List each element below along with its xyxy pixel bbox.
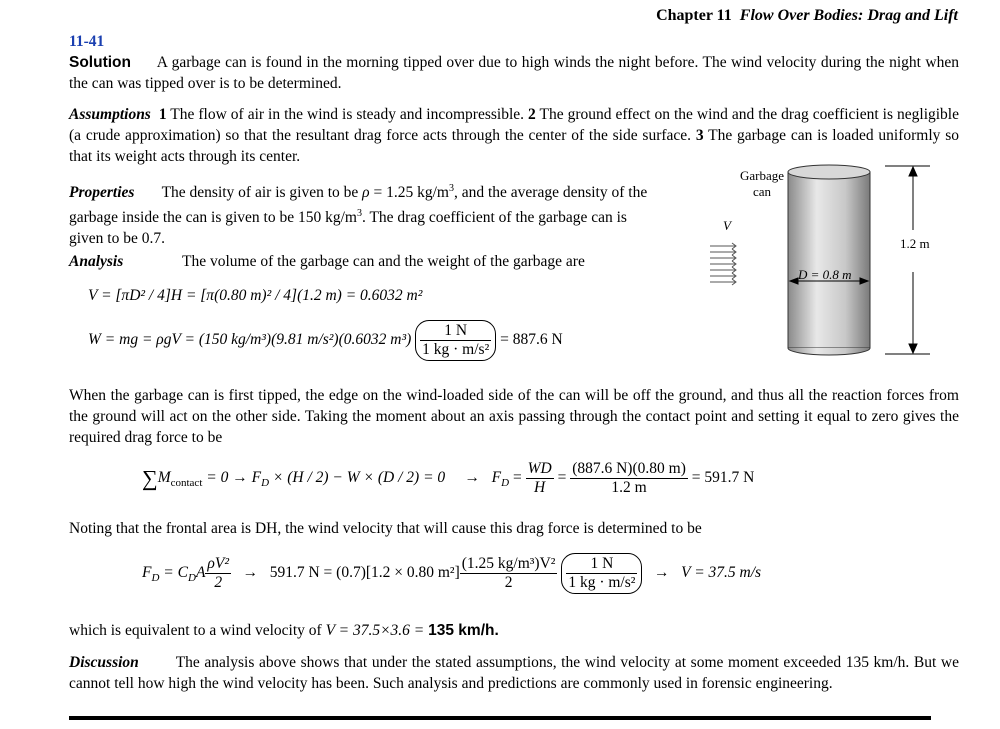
assumption-text: The ground effect on the wind and the drag coefficient is negligible (a crude approximation) so that the resultant drag force acts through the center of the side surface.: [69, 106, 959, 144]
analysis-paragraph: [69, 251, 669, 272]
unit-conversion-paren: [561, 553, 642, 594]
fraction-denominator: 1 kg · m/s²: [568, 574, 636, 591]
assumption-number: 3: [695, 127, 704, 144]
properties-text: The density of air is given to be: [161, 184, 363, 202]
problem-number: 11-41: [69, 33, 105, 50]
wind-arrows: [710, 243, 736, 285]
height-dimension: [885, 166, 930, 354]
moment-subscript: contact: [170, 477, 203, 490]
analysis-text: The volume of the garbage can and the weight of the garbage are: [182, 253, 585, 270]
velocity-eq-text: = C: [159, 564, 188, 582]
subscript-d: D: [501, 477, 510, 490]
unit-fraction: [420, 322, 491, 359]
assumption-text: The flow of air in the wind is steady and incompressible.: [166, 106, 529, 123]
chapter-number: Chapter 11: [656, 7, 732, 24]
properties-paragraph: Properties The density of air is given to be ρ = 1.25 $kg/m^3$, and the average density of the garbage inside the can is given to be 150 $kg/m^3$. The drag coefficient of the garbage can is given to be 0.7.: [69, 183, 648, 248]
fraction-wd-over-h: [526, 460, 554, 497]
assumption-text: The garbage can is loaded uniformly so that its weight acts through its center.: [69, 127, 959, 165]
moment-equation: [142, 460, 754, 497]
height-label: 1.2 m: [900, 236, 930, 251]
moment-text: × (H / 2) − W × (D / 2) = 0: [269, 469, 446, 487]
garbage-can-label: [740, 168, 784, 200]
velocity-equation: [142, 553, 761, 594]
fraction-numerator: (1.25 kg/m³)V²: [461, 555, 556, 572]
velocity-eq-substitution: 591.7 N = (0.7)[1.2 × 0.80 m²]: [269, 564, 460, 582]
properties-text: = 1.25 kg/m: [369, 184, 449, 202]
properties-text: . The drag coefficient of the garbage can is given to be 0.7.: [69, 209, 627, 248]
unit-fraction: [566, 555, 637, 592]
wind-velocity-label: V: [723, 218, 731, 233]
tip-paragraph: When the garbage can is first tipped, the edge on the wind-loaded side of the can will be off the ground, and thus all the reaction forces from the ground will act on the other side. Taking the moment about an axis passing through the contact point and setting it equal to zero gives the required drag force to be: [69, 387, 959, 446]
solution-paragraph: [69, 52, 959, 94]
discussion-text: The analysis above shows that under the stated assumptions, the wind velocity at some moment exceeded 135 km/h. But we cannot tell how high the wind velocity has been. Such analysis and predictions are commonly used in forensic engineering.: [69, 654, 959, 692]
assumption-number: 2: [528, 106, 536, 123]
fraction-denominator: 2: [214, 574, 223, 591]
label-can: can: [752, 184, 772, 199]
assumptions-paragraph: [69, 104, 959, 167]
properties-label: Properties: [69, 184, 135, 202]
chapter-title: Flow Over Bodies: Drag and Lift: [739, 7, 958, 24]
arrow-symbol: →: [654, 564, 670, 582]
fraction-pressure-numeric: [460, 555, 558, 592]
fraction-denominator: 2: [504, 574, 513, 591]
drag-force-result: = 591.7 N: [687, 469, 755, 487]
fraction-numerator: ρV²: [207, 555, 229, 572]
subscript-d: D: [261, 477, 270, 490]
velocity-result: V = 37.5 m/s: [681, 564, 762, 582]
fraction-numeric: [570, 460, 688, 497]
final-answer: 135 km/h.: [428, 622, 499, 639]
garbage-can-figure: [690, 160, 980, 360]
solution-label: Solution: [69, 54, 131, 71]
chapter-header: [656, 7, 958, 25]
solution-text: A garbage can is found in the morning tipped over due to high winds the night before. The wind velocity during the night when the can was tipped over is to be determined.: [69, 54, 959, 92]
garbage-can-diagram: [690, 160, 980, 360]
bottom-rule: [69, 716, 931, 720]
assumption-number: 1: [158, 106, 167, 123]
properties-text: , and the average density of the garbage inside the can is given to be 150 kg/m: [69, 184, 648, 227]
volume-equation: V = [πD² / 4]H = [π(0.80 m)² / 4](1.2 m) = 0.6032 m²: [88, 287, 423, 304]
weight-equation-left: W = mg = ρgV = (150 kg/m³)(9.81 m/s²)(0.6032 m³): [88, 331, 412, 349]
arrow-symbol: →: [464, 469, 481, 487]
fraction-denominator: H: [534, 479, 546, 496]
area-symbol: A: [195, 564, 206, 582]
weight-equation: [88, 320, 563, 361]
arrow-symbol: →: [242, 564, 259, 582]
fraction-numerator: WD: [527, 460, 552, 477]
weight-result: = 887.6 N: [500, 331, 563, 349]
subscript-d: D: [151, 572, 160, 585]
fraction-numerator: 1 N: [420, 322, 491, 341]
equals-sign: =: [553, 469, 571, 487]
moment-text: = 0 → F: [202, 469, 262, 487]
fraction-numerator: (887.6 N)(0.80 m): [572, 460, 686, 477]
fraction-denominator: 1.2 m: [611, 479, 647, 496]
drag-force-symbol: F: [491, 469, 502, 487]
fraction-denominator: 1 kg · m/s²: [422, 341, 490, 358]
discussion-paragraph: [69, 652, 959, 694]
sigma-symbol: ∑: [142, 465, 158, 491]
equivalent-expression: V = 37.5×3.6 =: [325, 622, 429, 639]
moment-symbol: M: [157, 469, 171, 487]
cylinder-shape: [788, 165, 870, 355]
discussion-label: Discussion: [69, 654, 139, 671]
subscript-d: D: [187, 572, 196, 585]
equivalent-paragraph: [69, 620, 959, 641]
label-garbage: Garbage: [740, 168, 785, 183]
equivalent-text: which is equivalent to a wind velocity of: [69, 622, 326, 639]
diameter-label: D = 0.8 m: [798, 267, 852, 282]
drag-force-symbol: F: [142, 564, 152, 582]
equals-sign: =: [509, 469, 526, 487]
rho-symbol: ρ: [362, 184, 370, 202]
frontal-area-paragraph: Noting that the frontal area is DH, the wind velocity that will cause this drag force is determined to be: [69, 520, 702, 537]
analysis-label: Analysis: [69, 253, 124, 270]
unit-conversion-paren: [415, 320, 496, 361]
fraction-dynamic-pressure: [205, 555, 231, 592]
assumptions-label: Assumptions: [69, 106, 151, 123]
fraction-numerator: 1 N: [566, 555, 637, 574]
